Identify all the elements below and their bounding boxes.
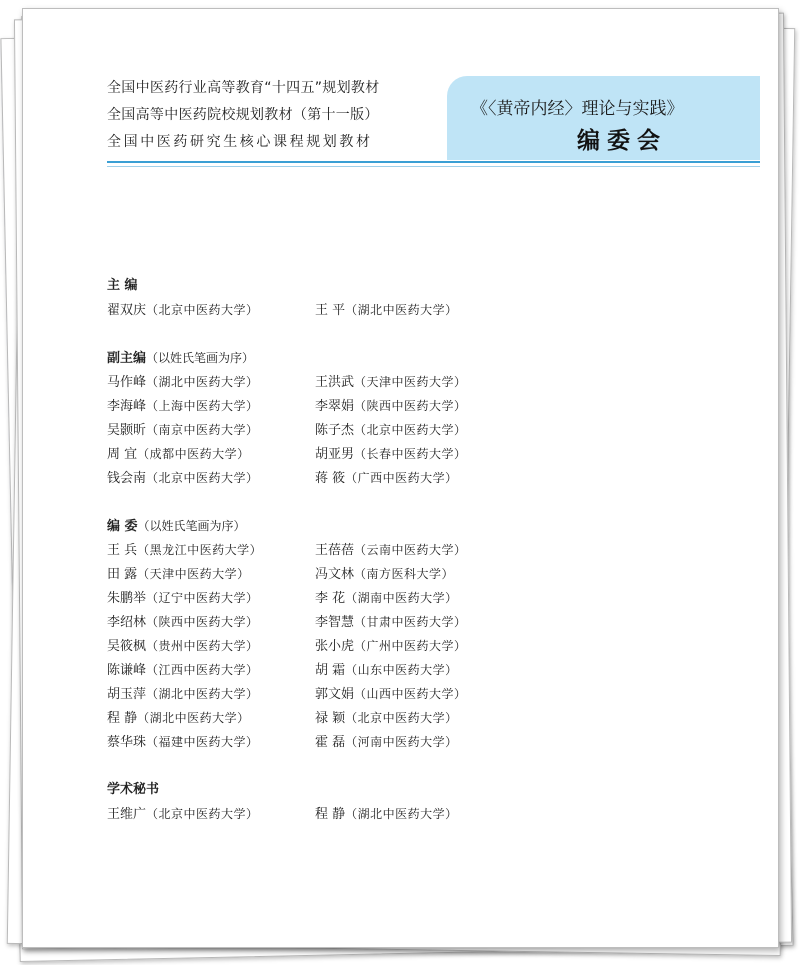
- member-affiliation: （天津中医药大学）: [137, 567, 250, 581]
- member-affiliation: （广州中医药大学）: [354, 639, 467, 653]
- series-line: 全国中医药研究生核心课程规划教材: [107, 134, 373, 150]
- member-affiliation: （山西中医药大学）: [354, 687, 467, 701]
- member-row: [107, 370, 707, 394]
- member-entry: [315, 298, 523, 322]
- member-row: [107, 298, 707, 322]
- member-row: [107, 802, 707, 826]
- member-name: 吴颢昕: [107, 423, 147, 438]
- member-entry: [107, 466, 315, 490]
- member-affiliation: （成都中医药大学）: [137, 447, 250, 461]
- member-name: 陈子杰: [315, 423, 355, 438]
- series-line: 全国中医药行业高等教育“十四五”规划教材: [107, 80, 380, 96]
- member-affiliation: （湖北中医药大学）: [345, 807, 458, 821]
- member-row: [107, 706, 707, 730]
- member-entry: [107, 658, 315, 682]
- member-row: [107, 682, 707, 706]
- member-name: 王维广: [107, 807, 147, 822]
- header-rule-thin: [107, 166, 760, 167]
- member-affiliation: （陕西中医药大学）: [354, 399, 467, 413]
- member-affiliation: （湖北中医药大学）: [345, 303, 458, 317]
- member-affiliation: （南京中医药大学）: [146, 423, 259, 437]
- member-affiliation: （湖北中医药大学）: [137, 711, 250, 725]
- member-affiliation: （陕西中医药大学）: [146, 615, 259, 629]
- member-entry: [107, 562, 315, 586]
- section-heading: [107, 274, 707, 298]
- member-name: 马作峰: [107, 375, 147, 390]
- member-row: [107, 538, 707, 562]
- member-row: [107, 634, 707, 658]
- member-affiliation: （河南中医药大学）: [345, 735, 458, 749]
- committee-title: 编委会: [577, 128, 667, 154]
- section-note: （以姓氏笔画为序）: [137, 519, 246, 533]
- section-heading: [107, 778, 707, 802]
- member-entry: [107, 802, 315, 826]
- member-affiliation: （北京中医药大学）: [146, 303, 259, 317]
- member-entry: [315, 370, 523, 394]
- book-title: 《〈黄帝内经〉理论与实践》: [471, 99, 684, 119]
- member-entry: [315, 730, 523, 754]
- member-entry: [315, 586, 523, 610]
- member-entry: [315, 442, 523, 466]
- section-title: 主 编: [107, 278, 138, 293]
- member-row: [107, 562, 707, 586]
- member-affiliation: （长春中医药大学）: [354, 447, 467, 461]
- member-affiliation: （上海中医药大学）: [146, 399, 259, 413]
- member-name: 蔡华珠: [107, 735, 147, 750]
- member-name: 李 花: [315, 591, 346, 606]
- member-entry: [107, 442, 315, 466]
- member-entry: [315, 634, 523, 658]
- member-name: 程 静: [107, 711, 138, 726]
- member-affiliation: （福建中医药大学）: [146, 735, 259, 749]
- member-name: 张小虎: [315, 639, 355, 654]
- member-entry: [107, 586, 315, 610]
- committee-section: [107, 346, 707, 490]
- member-name: 周 宜: [107, 447, 138, 462]
- member-entry: [315, 538, 523, 562]
- committee-section: [107, 274, 707, 322]
- member-affiliation: （北京中医药大学）: [354, 423, 467, 437]
- section-heading: [107, 346, 707, 370]
- series-line: 全国高等中医药院校规划教材（第十一版）: [107, 107, 379, 123]
- member-entry: [107, 394, 315, 418]
- member-entry: [315, 562, 523, 586]
- member-name: 王 平: [315, 303, 346, 318]
- member-name: 吴筱枫: [107, 639, 147, 654]
- member-entry: [315, 802, 523, 826]
- section-heading: [107, 514, 707, 538]
- member-name: 程 静: [315, 807, 346, 822]
- member-name: 胡 霜: [315, 663, 346, 678]
- member-name: 胡玉萍: [107, 687, 147, 702]
- title-box: [447, 76, 760, 160]
- member-affiliation: （辽宁中医药大学）: [146, 591, 259, 605]
- member-row: [107, 586, 707, 610]
- member-name: 蒋 筱: [315, 471, 346, 486]
- member-name: 李智慧: [315, 615, 355, 630]
- member-entry: [107, 418, 315, 442]
- member-name: 胡亚男: [315, 447, 355, 462]
- member-affiliation: （湖北中医药大学）: [146, 687, 259, 701]
- member-row: [107, 394, 707, 418]
- member-entry: [315, 682, 523, 706]
- member-name: 钱会南: [107, 471, 147, 486]
- member-entry: [107, 706, 315, 730]
- section-title: 学术秘书: [107, 782, 160, 797]
- member-row: [107, 442, 707, 466]
- member-name: 冯文林: [315, 567, 355, 582]
- member-affiliation: （江西中医药大学）: [146, 663, 259, 677]
- member-row: [107, 418, 707, 442]
- member-entry: [315, 418, 523, 442]
- member-entry: [107, 634, 315, 658]
- member-name: 陈谦峰: [107, 663, 147, 678]
- committee-section: [107, 778, 707, 826]
- committee-section: [107, 514, 707, 754]
- member-entry: [107, 730, 315, 754]
- member-affiliation: （北京中医药大学）: [146, 807, 259, 821]
- member-entry: [315, 658, 523, 682]
- member-entry: [107, 682, 315, 706]
- member-affiliation: （广西中医药大学）: [345, 471, 458, 485]
- section-note: （以姓氏笔画为序）: [146, 351, 255, 365]
- member-affiliation: （北京中医药大学）: [146, 471, 259, 485]
- member-affiliation: （湖南中医药大学）: [345, 591, 458, 605]
- member-name: 王洪武: [315, 375, 355, 390]
- member-name: 霍 磊: [315, 735, 346, 750]
- member-row: [107, 658, 707, 682]
- member-entry: [315, 394, 523, 418]
- member-name: 郭文娟: [315, 687, 355, 702]
- member-affiliation: （贵州中医药大学）: [146, 639, 259, 653]
- member-name: 禄 颖: [315, 711, 346, 726]
- member-entry: [107, 298, 315, 322]
- member-affiliation: （天津中医药大学）: [354, 375, 467, 389]
- member-name: 田 露: [107, 567, 138, 582]
- member-name: 翟双庆: [107, 303, 147, 318]
- header-rule: [107, 161, 760, 163]
- section-title: 编 委: [107, 519, 138, 534]
- member-affiliation: （黑龙江中医药大学）: [137, 543, 263, 557]
- member-entry: [107, 610, 315, 634]
- member-row: [107, 610, 707, 634]
- member-affiliation: （甘肃中医药大学）: [354, 615, 467, 629]
- member-entry: [315, 706, 523, 730]
- member-affiliation: （云南中医药大学）: [354, 543, 467, 557]
- member-name: 李海峰: [107, 399, 147, 414]
- member-name: 李翠娟: [315, 399, 355, 414]
- member-entry: [315, 466, 523, 490]
- document-page: [22, 8, 779, 948]
- member-row: [107, 730, 707, 754]
- member-entry: [107, 538, 315, 562]
- member-entry: [107, 370, 315, 394]
- member-name: 王蓓蓓: [315, 543, 355, 558]
- member-name: 王 兵: [107, 543, 138, 558]
- section-title: 副主编: [107, 351, 147, 366]
- member-affiliation: （湖北中医药大学）: [146, 375, 259, 389]
- member-name: 李绍林: [107, 615, 147, 630]
- textbook-series-list: [107, 75, 437, 156]
- member-name: 朱鹏举: [107, 591, 147, 606]
- member-affiliation: （南方医科大学）: [354, 567, 455, 581]
- member-row: [107, 466, 707, 490]
- member-affiliation: （北京中医药大学）: [345, 711, 458, 725]
- member-affiliation: （山东中医药大学）: [345, 663, 458, 677]
- committee-list: [107, 274, 707, 850]
- member-entry: [315, 610, 523, 634]
